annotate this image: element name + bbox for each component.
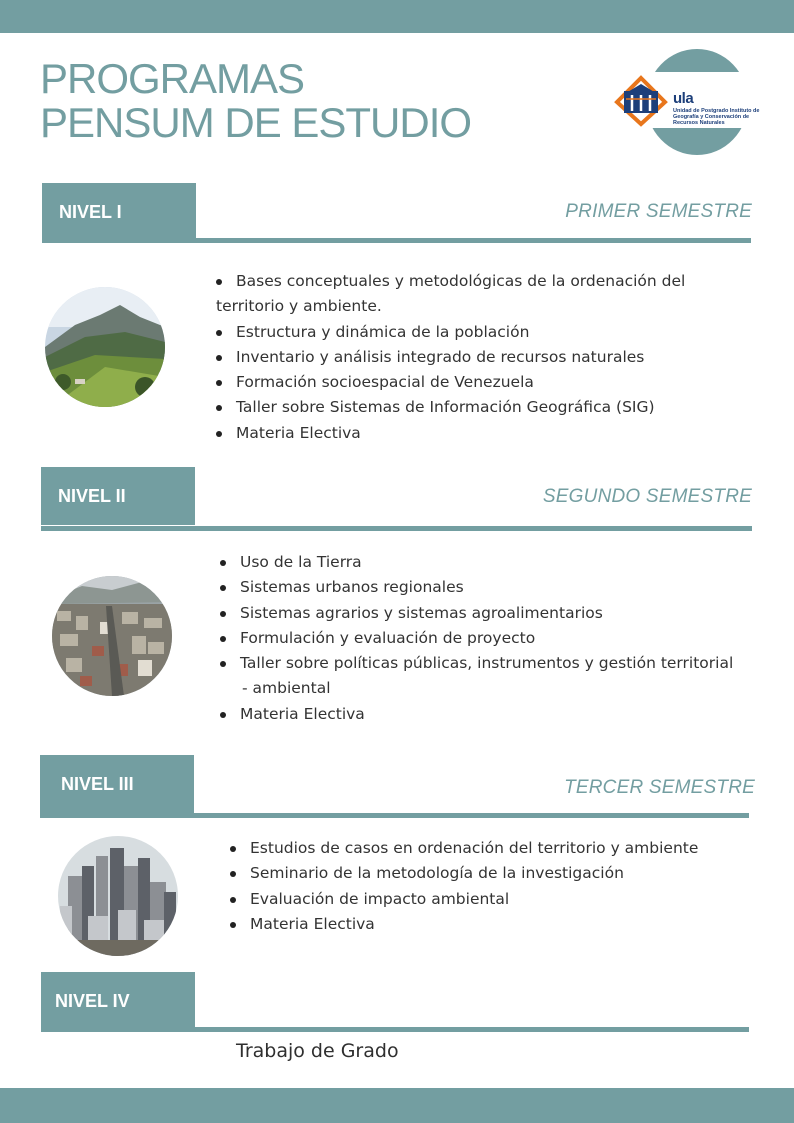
list-item: Materia Electiva [226, 912, 746, 937]
list-item: Uso de la Tierra [216, 550, 764, 575]
level-3-rule [40, 813, 749, 818]
list-item: Formulación y evaluación de proyecto [216, 626, 764, 651]
list-item: Inventario y análisis integrado de recursos naturales [212, 345, 752, 370]
level-4-rule [41, 1027, 749, 1032]
level-2-tab: NIVEL II [41, 467, 195, 525]
level-1-rule [42, 238, 751, 243]
skyscrapers-photo [58, 836, 178, 956]
level-2-semester: SEGUNDO SEMESTRE [542, 486, 752, 507]
title-line-2: PENSUM DE ESTUDIO [40, 99, 472, 146]
level-3-course-list [226, 836, 746, 937]
list-item: Seminario de la metodología de la investigación [226, 861, 746, 886]
list-item: Formación socioespacial de Venezuela [212, 370, 752, 395]
level-4-item: Trabajo de Grado [236, 1040, 399, 1062]
list-item: Materia Electiva [216, 702, 764, 727]
list-item: Sistemas urbanos regionales [216, 575, 764, 600]
level-1-tab: NIVEL I [42, 183, 196, 241]
title-line-1: PROGRAMAS [40, 55, 305, 102]
top-band [0, 0, 794, 33]
list-item [216, 651, 764, 702]
mountain-landscape-photo [45, 287, 165, 407]
course-text: Taller sobre políticas públicas, instrumentos y gestión territorial [240, 654, 734, 673]
ula-emblem-icon [614, 75, 668, 127]
list-item: Materia Electiva [212, 421, 752, 446]
level-1-course-list [212, 269, 752, 446]
list-item: Sistemas agrarios y sistemas agroalimentarios [216, 601, 764, 626]
level-1-semester: PRIMER SEMESTRE [565, 201, 752, 222]
logo-name: ula [673, 90, 694, 107]
level-4-tab: NIVEL IV [41, 972, 195, 1030]
city-aerial-photo [52, 576, 172, 696]
level-2-rule [41, 526, 752, 531]
course-text: Bases conceptuales y metodológicas de la ordenación del [236, 272, 686, 290]
list-item: Taller sobre Sistemas de Información Geográfica (SIG) [212, 395, 752, 420]
course-text-continued: - ambiental [242, 679, 331, 698]
page-title [40, 57, 471, 145]
list-item: Estructura y dinámica de la población [212, 320, 752, 345]
list-item [212, 269, 752, 320]
course-text-continued: territorio y ambiente. [216, 297, 382, 316]
list-item: Estudios de casos en ordenación del territorio y ambiente [226, 836, 746, 861]
level-3-tab: NIVEL III [40, 755, 194, 813]
level-2-course-list [216, 550, 764, 727]
bottom-band [0, 1088, 794, 1123]
list-item: Evaluación de impacto ambiental [226, 887, 746, 912]
logo-subtitle: Unidad de Postgrado Instituto de Geografía y Conservación de Recursos Naturales [673, 108, 760, 126]
level-3-semester: TERCER SEMESTRE [564, 777, 755, 798]
